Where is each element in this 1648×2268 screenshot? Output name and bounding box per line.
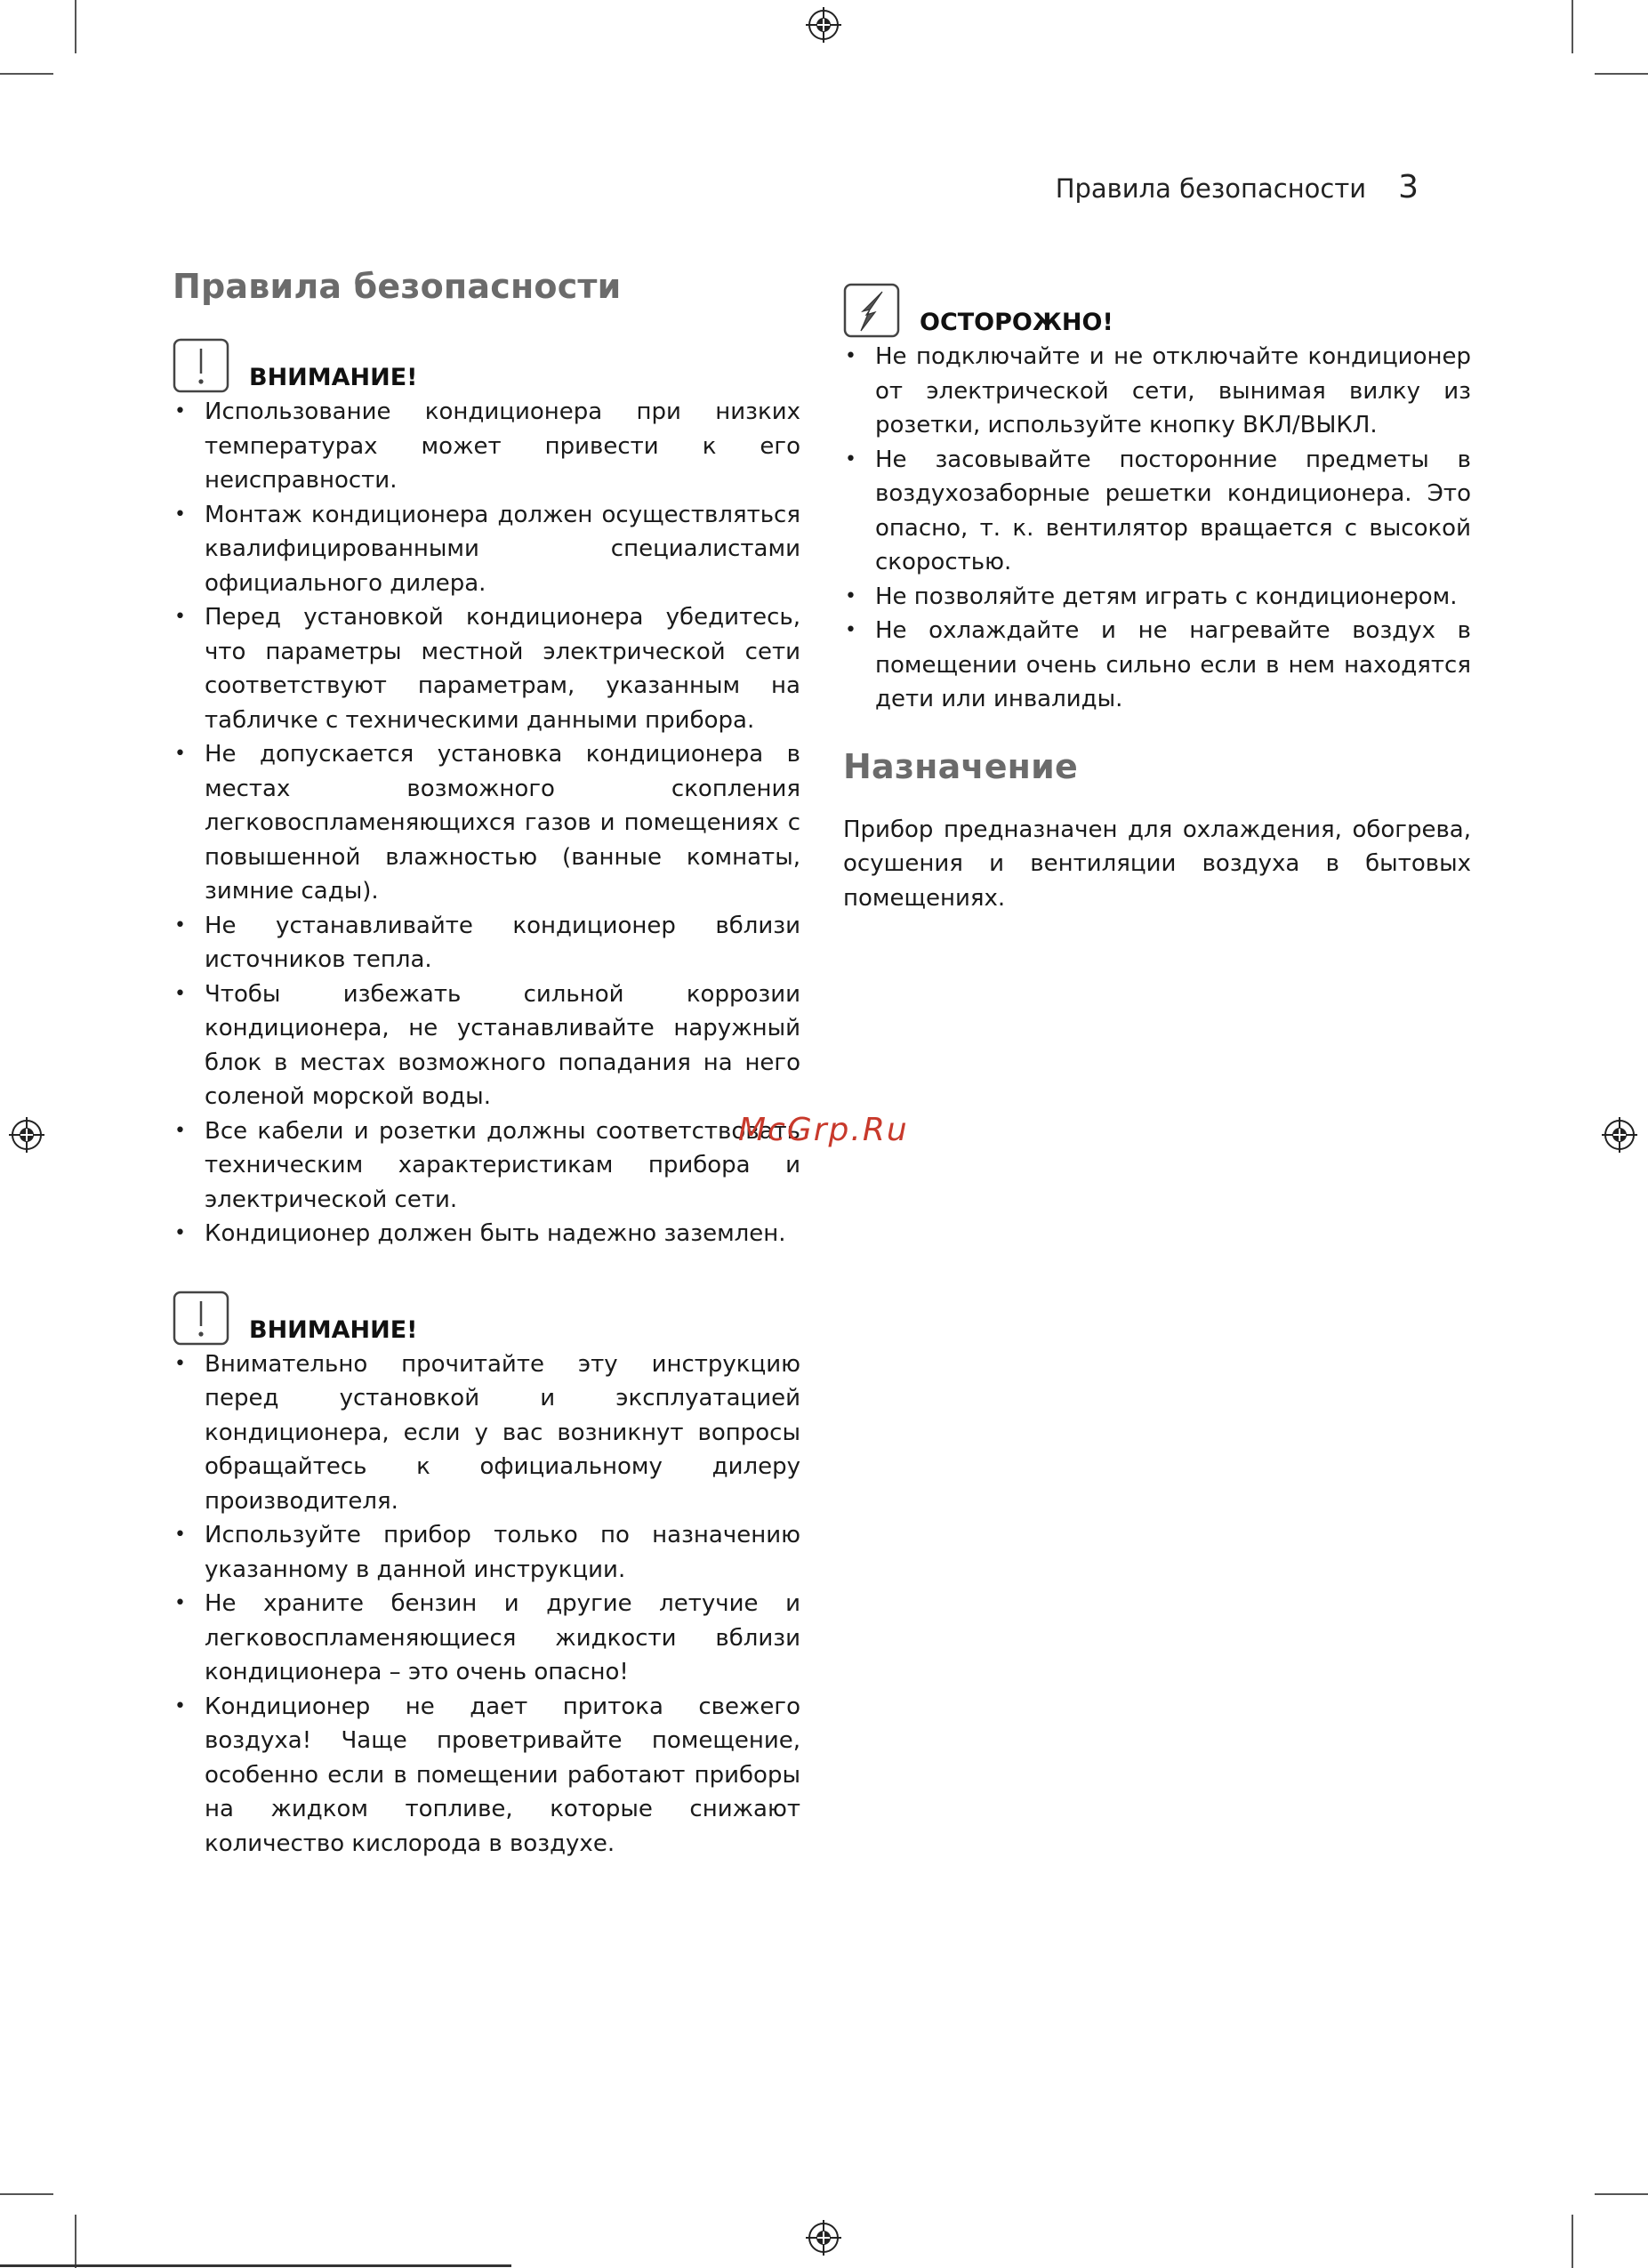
crop-mark (75, 2215, 76, 2268)
list-item: • Чтобы избежать сильной коррозии кондиционера, не устанавливайте наружный блок в местах возможного попадания на него соленой морской воды. (173, 977, 800, 1114)
list-item: • Кондиционер должен быть надежно заземлен. (173, 1217, 800, 1251)
notice-header (843, 283, 1471, 338)
list-item: • Кондиционер не дает притока свежего воздуха! Чаще проветривайте помещение, особенно если в помещении работают приборы на жидком топливе, которые снижают количество кислорода в воздухе. (173, 1690, 800, 1862)
list-item: • Не устанавливайте кондиционер вблизи источников тепла. (173, 909, 800, 977)
list-item: • Не храните бензин и другие летучие и легковоспламеняющиеся жидкости вблизи кондиционера – это очень опасно! (173, 1587, 800, 1690)
section-title-purpose: Назначение (843, 746, 1078, 786)
notice-label: ВНИМАНИЕ! (249, 364, 418, 391)
crop-mark (1572, 2215, 1573, 2268)
exclamation-icon (173, 338, 229, 393)
crop-mark (0, 2193, 53, 2195)
registration-mark-icon (9, 1117, 44, 1153)
registration-mark-icon (1602, 1117, 1637, 1153)
notice-label: ОСТОРОЖНО! (920, 309, 1113, 336)
registration-mark-icon (806, 2220, 841, 2256)
running-header (1056, 169, 1419, 205)
exclamation-icon (173, 1291, 229, 1346)
list-item: • Все кабели и розетки должны соответствовать техническим характеристикам прибора и электрической сети. (173, 1114, 800, 1218)
crop-mark (1595, 73, 1648, 75)
list-item: • Не подключайте и не отключайте кондиционер от электрической сети, вынимая вилку из розетки, используйте кнопку ВКЛ/ВЫКЛ. (843, 340, 1471, 443)
crop-mark (1595, 2193, 1648, 2195)
crop-mark (75, 0, 76, 53)
list-item: • Не засовывайте посторонние предметы в воздухозаборные решетки кондиционера. Это опасно, т. к. вентилятор вращается с высокой скоростью. (843, 443, 1471, 580)
notice-header (173, 1291, 800, 1346)
bullet-list (173, 395, 800, 1251)
watermark: McGrp.Ru (738, 1112, 909, 1148)
crop-mark (1572, 0, 1573, 53)
list-item: • Использование кондиционера при низких температурах может привести к его неисправности. (173, 395, 800, 498)
registration-mark-icon (806, 7, 841, 43)
section-title-safety: Правила безопасности (173, 267, 622, 306)
list-item: • Используйте прибор только по назначению указанному в данной инструкции. (173, 1518, 800, 1587)
list-item: • Внимательно прочитайте эту инструкцию перед установкой и эксплуатацией кондиционера, если у вас возникнут вопросы обращайтесь к официальному дилеру производителя. (173, 1347, 800, 1519)
right-column (843, 283, 1471, 915)
notice-label: ВНИМАНИЕ! (249, 1315, 418, 1344)
purpose-paragraph: Прибор предназначен для охлаждения, обогрева, осушения и вентиляции воздуха в бытовых помещениях. (843, 816, 1471, 912)
list-item: • Монтаж кондиционера должен осуществляться квалифицированными специалистами официального дилера. (173, 498, 800, 601)
list-item: • Перед установкой кондиционера убедитесь, что параметры местной электрической сети соответствуют параметрам, указанным на табличке с техническими данными прибора. (173, 600, 800, 737)
crop-mark (0, 73, 53, 75)
bottom-rule (0, 2264, 511, 2267)
list-item: • Не допускается установка кондиционера в местах возможного скопления легковоспламеняющихся газов и помещениях с повышенной влажностью (ванные комнаты, зимние сады). (173, 737, 800, 909)
list-item: • Не позволяйте детям играть с кондиционером. (843, 580, 1471, 615)
running-title: Правила безопасности (1055, 173, 1367, 204)
bullet-list (843, 340, 1471, 717)
bullet-list (173, 1347, 800, 1862)
lightning-icon (843, 283, 900, 338)
list-item: • Не охлаждайте и не нагревайте воздух в помещении очень сильно если в нем находятся дети или инвалиды. (843, 614, 1471, 717)
notice-header (173, 338, 800, 393)
page-number: 3 (1398, 169, 1419, 205)
left-column (173, 267, 800, 1861)
